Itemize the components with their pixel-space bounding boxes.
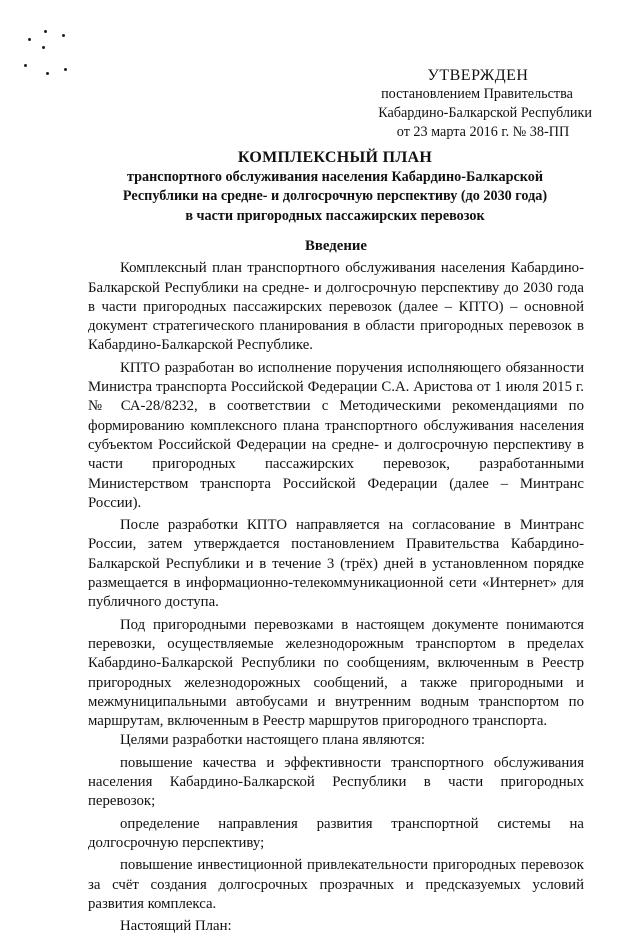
approval-stamp: УТВЕРЖДЕН [427, 67, 529, 84]
paragraph: КПТО разработан во исполнение поручения исполняющего обязанности Министра транспорта Российской Федерации С.А. Аристова от 1 июля 2015 г. № СА-28/8232, в соответствии с Методическими рекомендациями по формированию комплексного плана транспортного обслуживания населения субъектом Российской Федерации на средне- и долгосрочную перспективу в части пригородных пассажирских перевозок, разработанными Министерством транспорта Российской Федерации (далее – Минтранс России). [88, 359, 584, 511]
title-subtitle-line: Республики на средне- и долгосрочную перспективу (до 2030 года) [122, 188, 548, 204]
title-main: КОМПЛЕКСНЫЙ ПЛАН [237, 149, 433, 166]
scan-speck [42, 46, 45, 49]
scan-speck [64, 68, 67, 71]
approval-line: постановлением Правительства [381, 86, 573, 102]
paragraph: Настоящий План: [120, 918, 232, 935]
section-heading: Введение [305, 238, 367, 254]
paragraph: Целями разработки настоящего плана являются: [120, 732, 426, 749]
list-item: повышение качества и эффективности транспортного обслуживания населения Кабардино-Балкарской Республики в части пригородных перевозок; [88, 754, 584, 810]
scan-speck [24, 64, 27, 67]
document-title [88, 148, 582, 226]
title-subtitle-line: в части пригородных пассажирских перевозок [185, 207, 485, 224]
list-item: повышение инвестиционной привлекательности пригородных перевозок за счёт создания долгосрочных прозрачных и предсказуемых условий развития комплекса. [88, 857, 584, 912]
scan-speck [46, 72, 49, 75]
scan-specks [24, 26, 74, 76]
scan-speck [28, 38, 31, 41]
list-item: определение направления развития транспортной системы на долгосрочную перспективу; [88, 815, 584, 851]
scan-speck [44, 30, 47, 33]
approval-line: от 23 марта 2016 г. № 38-ПП [396, 124, 570, 140]
approval-line: Кабардино-Балкарской Республики [378, 105, 592, 121]
approval-block [352, 66, 592, 142]
scan-speck [62, 34, 65, 37]
paragraph: После разработки КПТО направляется на согласование в Минтранс России, затем утверждается постановлением Правительства Кабардино-Балкарской Республики и в течение 3 (трёх) дней в установленном порядке размещается в информационно-телекоммуникационной сети «Интернет» для публичного доступа. [88, 517, 584, 611]
document-body [88, 237, 584, 936]
title-subtitle-line: транспортного обслуживания населения Кабардино-Балкарской [126, 168, 544, 185]
paragraph: Под пригородными перевозками в настоящем документе понимаются перевозки, осуществляемые железнодорожным транспортом в пределах Кабардино-Балкарской Республики по сообщениям, включенным в Реестр пригородных железнодорожных сообщений, а также пригородными и межмуниципальными автобусами и внутренним водным транспортом по маршрутам, включенным в Реестр маршрутов пригородного транспорта. [88, 616, 584, 730]
paragraph: Комплексный план транспортного обслуживания населения Кабардино-Балкарской Республики на средне- и долгосрочную перспективу до 2030 года в части пригородных пассажирских перевозок (далее – КПТО) – основной документ стратегического планирования в области пригородных перевозок в Кабардино-Балкарской Республике. [88, 260, 584, 354]
